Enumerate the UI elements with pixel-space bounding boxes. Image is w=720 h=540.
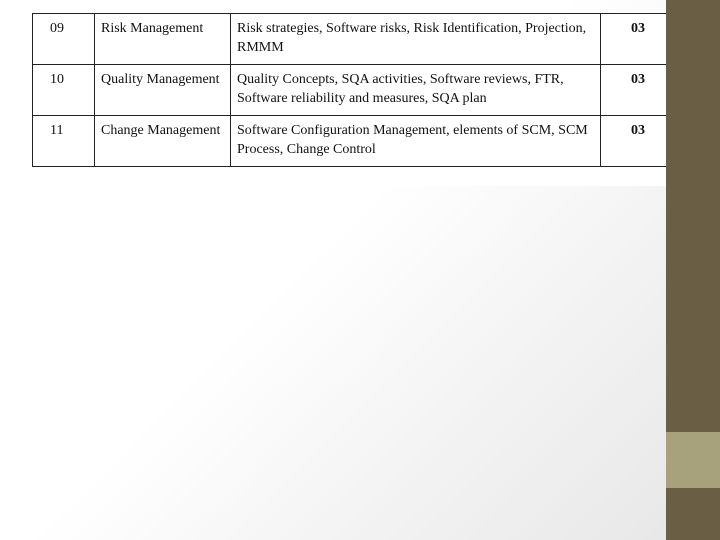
sidebar-accent-block [666,432,720,488]
unit-title: Quality Management [95,65,231,116]
sidebar-bottom-block [666,488,720,540]
unit-content: Risk strategies, Software risks, Risk Identification, Projection, RMMM [231,14,601,65]
unit-hours: 03 [601,14,708,65]
syllabus-table-image [24,12,696,186]
decorative-sidebar [666,0,720,540]
unit-title: Change Management [95,116,231,167]
unit-title: Risk Management [95,14,231,65]
unit-number: 10 [33,65,95,116]
unit-number: 09 [33,14,95,65]
unit-hours: 03 [601,65,708,116]
unit-content: Software Configuration Management, elements of SCM, SCM Process, Change Control [231,116,601,167]
table-row [33,65,708,116]
unit-number: 11 [33,116,95,167]
table-row [33,14,708,65]
sidebar-top-block [666,0,720,432]
syllabus-table [32,13,708,167]
table-row [33,116,708,167]
unit-hours: 03 [601,116,708,167]
unit-content: Quality Concepts, SQA activities, Software reviews, FTR, Software reliability and measures, SQA plan [231,65,601,116]
